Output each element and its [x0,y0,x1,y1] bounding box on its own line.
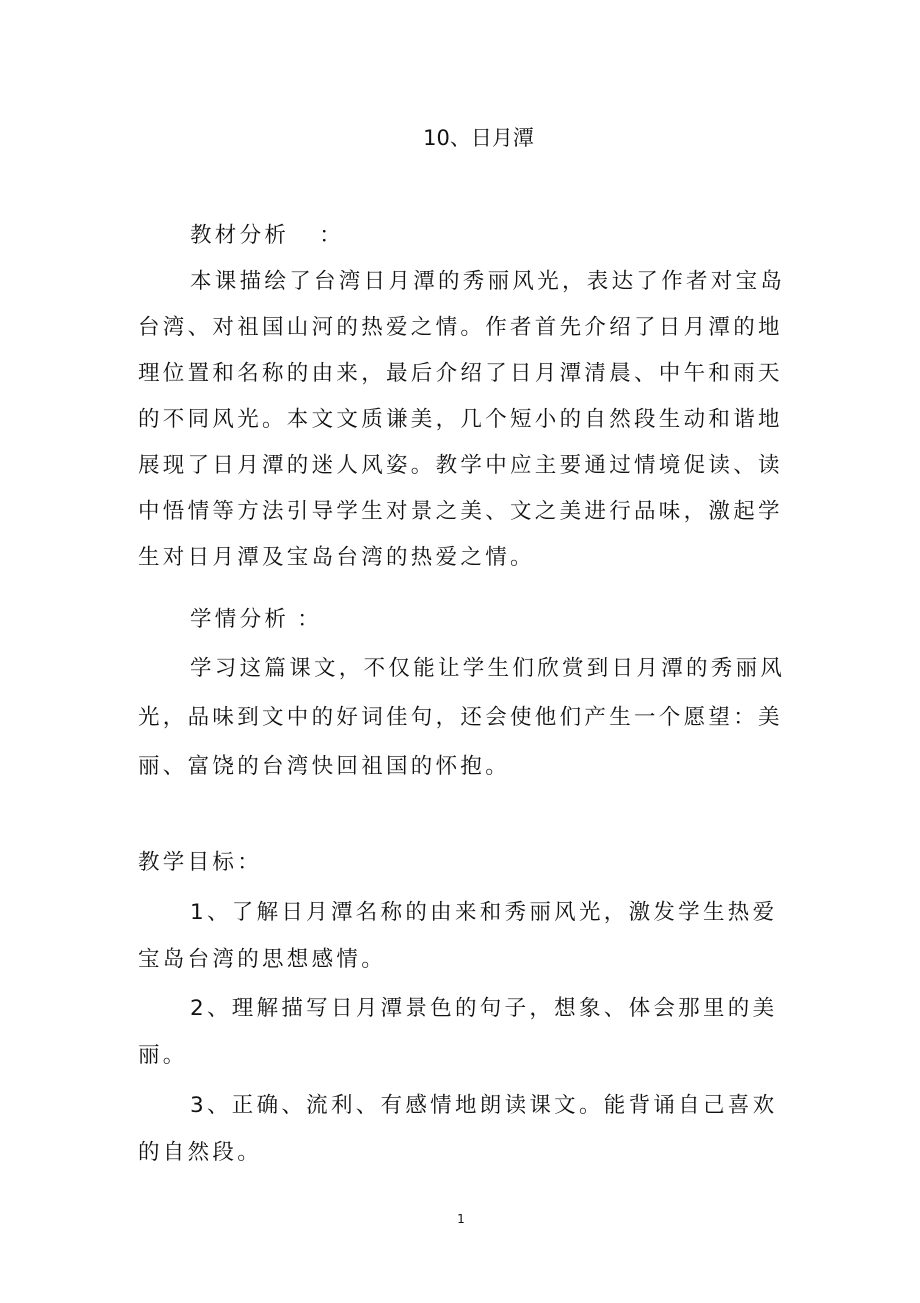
teaching-goals-heading: 教学目标： [138,850,263,875]
student-analysis-heading [190,605,790,635]
paragraph-line: 理位置和名称的由来，最后介绍了日月潭清晨、中午和雨天 [138,361,783,386]
paragraph-line: 学习这篇课文，不仅能让学生们欣赏到日月潭的秀丽风 [190,656,786,681]
paragraph-line: 中悟情等方法引导学生对景之美、文之美进行品味，激起学 [138,499,783,524]
paragraph-line: 生对日月潭及宝岛台湾的热爱之情。 [138,545,535,570]
paragraph-line: 的不同风光。本文文质谦美，几个短小的自然段生动和谐地 [138,407,783,432]
paragraph-line: 台湾、对祖国山河的热爱之情。作者首先介绍了日月潭的地 [138,315,783,340]
student-analysis-heading-text: 学情分析 [190,607,290,632]
goal-line: 丽。 [138,1043,188,1068]
material-analysis-heading [190,221,790,251]
goal-line: 1、了解日月潭名称的由来和秀丽风光，激发学生热爱 [190,900,778,925]
goal-line: 宝岛台湾的思想感情。 [138,947,387,972]
paragraph-line: 本课描绘了台湾日月潭的秀丽风光，表达了作者对宝岛 [190,269,786,294]
material-analysis-heading-colon: ： [319,223,345,248]
paragraph-line: 丽、富饶的台湾快回祖国的怀抱。 [138,754,511,779]
document-title: 10、日月潭 [423,126,534,150]
student-analysis-heading-colon: ： [297,607,323,632]
goal-line: 2、理解描写日月潭景色的句子，想象、体会那里的美 [190,996,778,1021]
paragraph-line: 展现了日月潭的迷人风姿。教学中应主要通过情境促读、读 [138,453,783,478]
goal-line: 的自然段。 [138,1140,263,1165]
paragraph-line: 光，品味到文中的好词佳句，还会使他们产生一个愿望：美 [138,705,783,730]
material-analysis-heading-text: 教材分析 [190,223,290,248]
goal-line: 3、正确、流利、有感情地朗读课文。能背诵自己喜欢 [190,1093,778,1118]
page-number: 1 [457,1212,465,1226]
